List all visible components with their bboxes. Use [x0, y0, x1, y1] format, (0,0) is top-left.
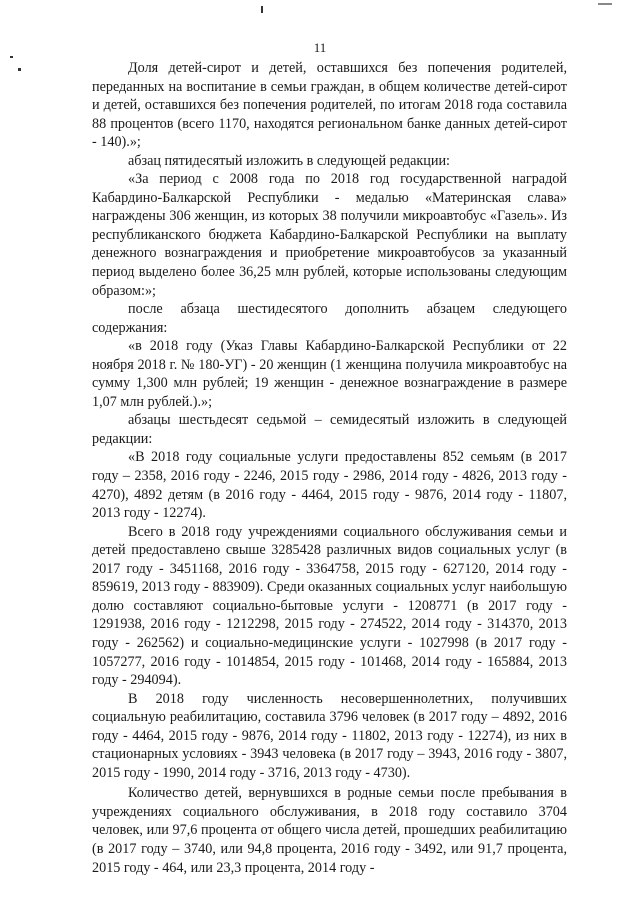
scan-speck: [261, 6, 263, 13]
paragraph: «За период с 2008 года по 2018 год государственной наградой Кабардино-Балкарской Республики - медалью «Материнская слава» награждены 306 женщин, из которых 38 получили микроавтобус «Газель». Из республиканского бюджета Кабардино-Балкарской Республики на выплату денежного вознаграждения и приобретение микроавтобусов за указанный период выделено более 36,25 млн рублей, которые использованы следующим образом:»;: [92, 171, 567, 299]
page-number: 11: [313, 40, 327, 55]
scan-speck: [10, 56, 13, 58]
paragraph: абзац пятидесятый изложить в следующей редакции:: [128, 152, 450, 169]
paragraph: Количество детей, вернувшихся в родные семьи после пребывания в учреждениях социального обслуживания, в 2018 году составило 3704 человек, или 97,6 процента от общего числа детей, прошедших реабилитацию (в 2017 году – 3740, или 94,8 процента, 2016 году - 3492, или 91,7 процента, 2015 году - 464, или 23,3 процента, 2014 году -: [92, 785, 567, 876]
paragraph: абзацы шестьдесят седьмой – семидесятый изложить в следующей редакции:: [92, 412, 567, 447]
paragraph: после абзаца шестидесятого дополнить абзацем следующего содержания:: [92, 301, 567, 336]
paragraph: «в 2018 году (Указ Главы Кабардино-Балкарской Республики от 22 ноября 2018 г. № 180-УГ) - 20 женщин (1 женщина получила микроавтобус на сумму 1,300 млн рублей; 19 женщин - денежное вознаграждение в размере 1,07 млн рублей.).»;: [92, 338, 567, 410]
paragraph: В 2018 году численность несовершеннолетних, получивших социальную реабилитацию, составила 3796 человек (в 2017 году – 4892, 2016 году - 4464, 2015 году - 9876, 2014 году - 11802, 2013 году - 12274), из них в стационарных условиях - 3943 человека (в 2017 году – 3943, 2016 году - 3807, 2015 году - 1990, 2014 году - 3716, 2013 году - 4730).: [92, 690, 567, 781]
paragraph: Доля детей-сирот и детей, оставшихся без попечения родителей, переданных на воспитание в семьи граждан, в общем количестве детей-сирот и детей, оставшихся без попечения родителей, по итогам 2018 года составила 88 процентов (всего 1170, находятся региональном банке данных детей-сирот - 140).»;: [92, 60, 567, 151]
paragraph: «В 2018 году социальные услуги предоставлены 852 семьям (в 2017 году – 2358, 2016 году - 2246, 2015 году - 2986, 2014 году - 4826, 2013 году - 4270), 4892 детям (в 2016 году - 4464, 2015 году - 9876, 2014 году - 11807, 2013 году - 12274).: [92, 449, 567, 522]
scan-speck: [18, 68, 21, 71]
paragraph: Всего в 2018 году учреждениями социального обслуживания семьи и детей предоставлено свыше 3285428 различных видов социальных услуг (в 2017 году - 3451168, 2016 году - 3364758, 2015 году - 627120, 2014 году - 859619, 2013 году - 883909). Среди оказанных социальных услуг наибольшую долю составляют социально-бытовые услуги - 1208771 (в 2017 году - 1291938, 2016 году - 1212298, 2015 году - 274522, 2014 году - 314370, 2013 году - 262562) и социально-медицинские услуги - 1027998 (в 2017 году - 1057277, 2016 году - 1014854, 2015 году - 101468, 2014 году - 165884, 2013 году - 294094).: [92, 523, 567, 689]
scan-speck: [598, 3, 612, 5]
document-body: [92, 59, 567, 877]
